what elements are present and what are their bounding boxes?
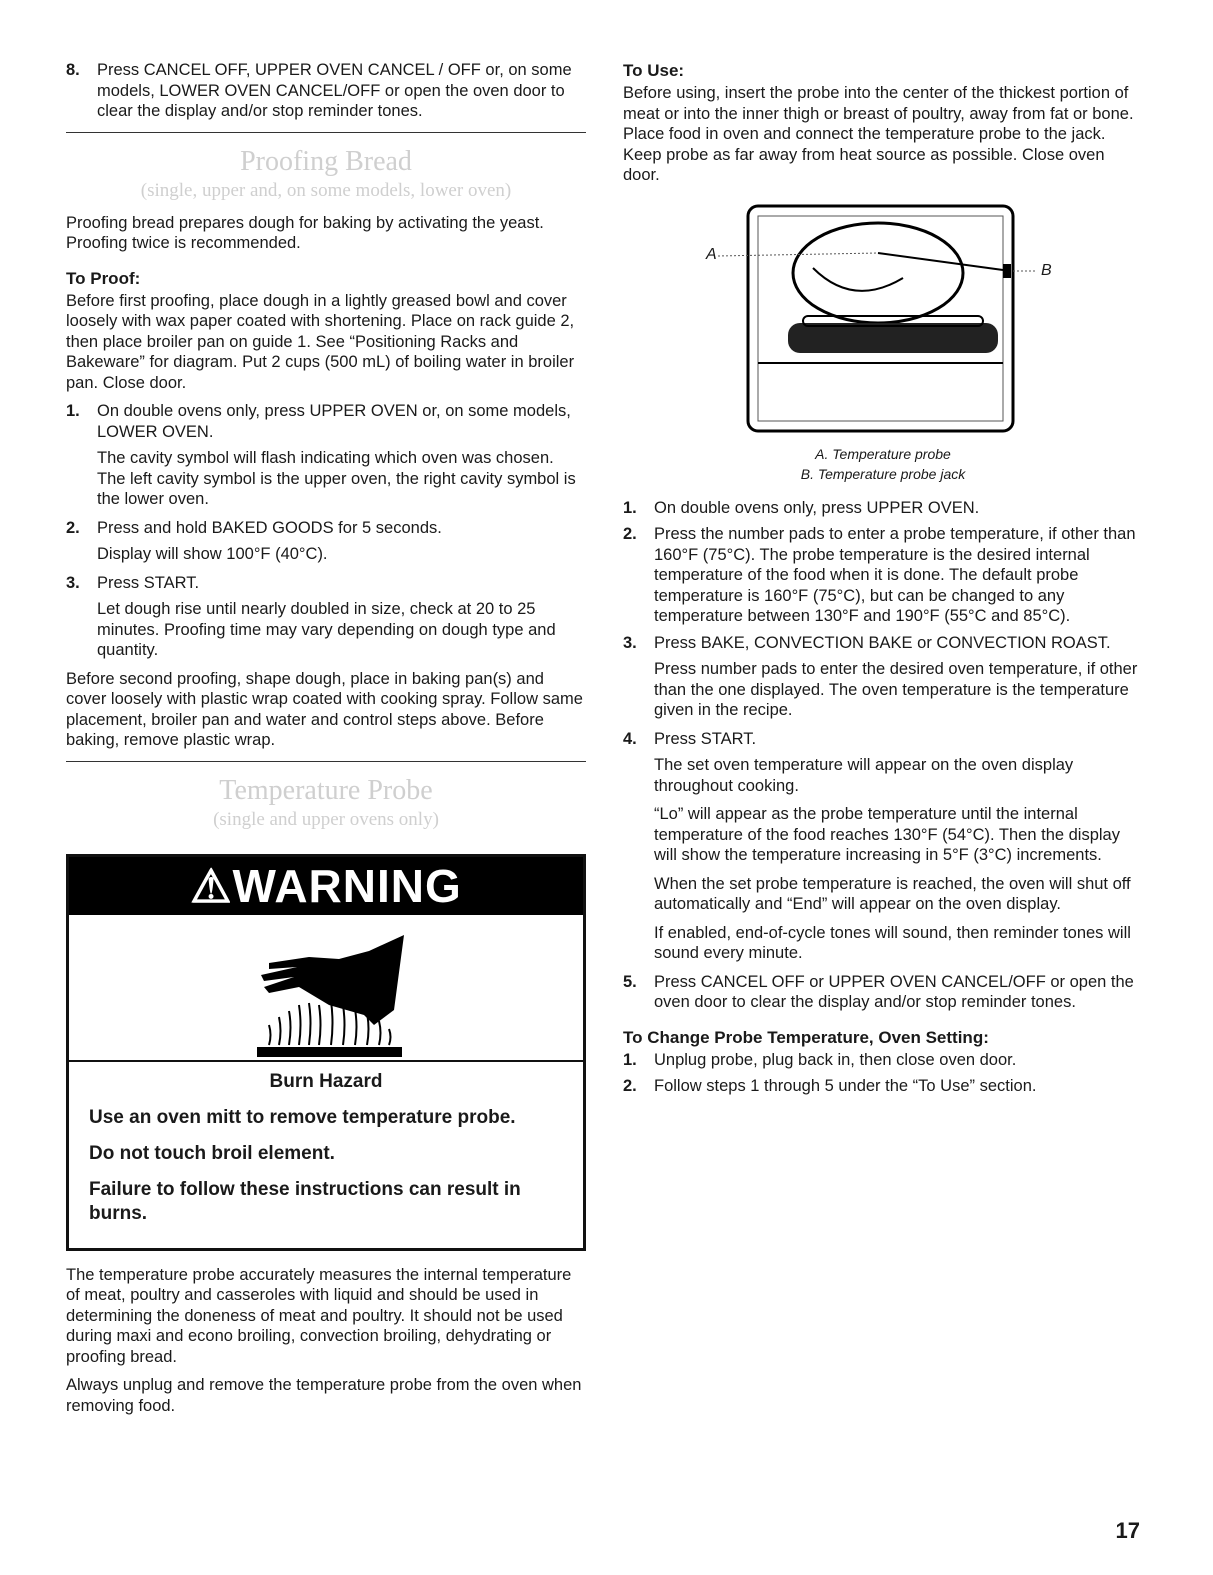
- step-number: 4.: [623, 729, 637, 748]
- step-number: 3.: [623, 633, 637, 652]
- use-step: [623, 524, 1143, 627]
- change-probe-heading: To Change Probe Temperature, Oven Setting:: [623, 1027, 989, 1047]
- section-subtitle: (single and upper ovens only): [213, 808, 439, 830]
- step-text: Press BAKE, CONVECTION BAKE or CONVECTION ROAST.: [654, 633, 1111, 652]
- probe-unplug-note: Always unplug and remove the temperature probe from the oven when removing food.: [66, 1376, 582, 1415]
- proofing-bread-heading: [66, 145, 586, 203]
- right-column: [623, 60, 1143, 1103]
- use-step: [623, 633, 1143, 654]
- step-number: 1.: [66, 402, 80, 420]
- step-text: Follow steps 1 through 5 under the “To Use” section.: [654, 1077, 1037, 1095]
- temperature-probe-heading: [66, 774, 586, 832]
- step-number: 2.: [623, 1077, 637, 1095]
- warning-line: Use an oven mitt to remove temperature probe.: [89, 1106, 516, 1128]
- proof-step: [66, 401, 586, 442]
- page-number: 17: [1115, 1518, 1140, 1543]
- step-number: 1.: [623, 498, 637, 517]
- warning-line: Failure to follow these instructions can result in burns.: [89, 1178, 521, 1224]
- step-number: 8.: [66, 61, 80, 79]
- step-number: 5.: [623, 972, 637, 991]
- warning-label: WARNING: [232, 859, 462, 912]
- step-text: Unplug probe, plug back in, then close oven door.: [654, 1050, 1017, 1069]
- step-detail: If enabled, end-of-cycle tones will sound, then reminder tones will sound every minute.: [654, 923, 1131, 962]
- step-detail: “Lo” will appear as the probe temperature until the internal temperature of the food reaches 130°F (54°C). Then the display will show the temperature increasing in 5°F (3°C) increments.: [654, 805, 1120, 864]
- step-number: 1.: [623, 1050, 637, 1069]
- step-text: Press and hold BAKED GOODS for 5 seconds.: [97, 518, 442, 537]
- step-detail: When the set probe temperature is reached, the oven will shut off automatically and “End” will appear on the oven display.: [654, 874, 1131, 913]
- oven-diagram-graphic: [623, 198, 1143, 438]
- section-title: Temperature Probe: [219, 774, 433, 806]
- hand-heat-icon: [69, 915, 583, 1060]
- warning-banner: [69, 857, 583, 915]
- step-detail: Let dough rise until nearly doubled in size, check at 20 to 25 minutes. Proofing time may vary depending on dough type and quantity.: [97, 600, 556, 659]
- proof-step: [66, 518, 586, 539]
- step-text: Press START.: [654, 729, 757, 748]
- left-column: [66, 60, 586, 1424]
- to-use-heading: To Use:: [623, 61, 685, 80]
- to-proof-heading: To Proof:: [66, 268, 141, 288]
- to-use-intro: Before using, insert the probe into the center of the thickest portion of meat or into the inner thigh or breast of poultry, away from fat or bone. Place food in oven and connect the temperature probe to the jack. Keep probe as far away from heat source as possible. Close oven door.: [623, 84, 1134, 184]
- change-step: [623, 1076, 1143, 1097]
- caption-a: A. Temperature probe: [815, 445, 951, 462]
- use-step: [623, 498, 1143, 519]
- step-text: On double ovens only, press UPPER OVEN.: [654, 498, 980, 517]
- to-proof-intro: Before first proofing, place dough in a lightly greased bowl and cover loosely with wax paper coated with shortening. Place on rack guide 2, then place broiler pan on guide 1. See “Positioning Racks and Bakeware” for diagram. Put 2 cups (500 mL) of boiling water in broiler pan. Close door.: [66, 291, 575, 392]
- step-text: Press the number pads to enter a probe temperature, if other than 160°F (75°C). The probe temperature is the desired internal temperature of the food when it is done. The default probe temperature is 160°F (75°C), but can be changed to any temperature between 130°F and 190°F (55°C and 85°C).: [654, 525, 1136, 625]
- divider: [66, 132, 586, 133]
- step-detail: Press number pads to enter the desired oven temperature, if other than the one displayed. The oven temperature is the temperature given in the recipe.: [654, 660, 1138, 719]
- use-step: [623, 729, 1143, 750]
- step-detail: The cavity symbol will flash indicating which oven was chosen. The left cavity symbol is the upper oven, the right cavity symbol is the lower oven.: [97, 449, 576, 508]
- section-title: Proofing Bread: [240, 145, 412, 177]
- step-text: Press CANCEL OFF, UPPER OVEN CANCEL / OFF or, on some models, LOWER OVEN CANCEL/OFF or open the oven door to clear the display and/or stop reminder tones.: [97, 61, 572, 120]
- step-text: Press START.: [97, 573, 200, 592]
- step-number: 2.: [623, 525, 637, 543]
- step-number: 3.: [66, 573, 80, 592]
- oven-probe-diagram: [623, 198, 1143, 438]
- step-8: [66, 60, 586, 122]
- step-detail: The set oven temperature will appear on the oven display throughout cooking.: [654, 756, 1074, 795]
- warning-text: [69, 1062, 583, 1248]
- burn-hazard-illustration: [69, 915, 583, 1062]
- step-number: 2.: [66, 518, 80, 537]
- diagram-caption: [623, 444, 1143, 484]
- step-text: On double ovens only, press UPPER OVEN or, on some models, LOWER OVEN.: [97, 402, 571, 441]
- caption-b: B. Temperature probe jack: [800, 465, 966, 482]
- warning-line: Do not touch broil element.: [89, 1142, 335, 1164]
- hazard-title: Burn Hazard: [269, 1070, 383, 1092]
- change-step: [623, 1050, 1143, 1071]
- use-step: [623, 972, 1143, 1013]
- divider: [66, 761, 586, 762]
- warning-box: [66, 854, 586, 1251]
- proof-intro: Proofing bread prepares dough for baking by activating the yeast. Proofing twice is recommended.: [66, 213, 544, 252]
- warning-triangle-icon: ⚠: [190, 859, 233, 912]
- probe-description: The temperature probe accurately measures the internal temperature of meat, poultry and casseroles with liquid and should be used in determining the doneness of meat and poultry. It should not be used during maxi and econo broiling, convection broiling, dehydrating or proofing bread.: [66, 1265, 572, 1366]
- step-detail: Display will show 100°F (40°C).: [97, 545, 328, 563]
- label-a: A: [706, 245, 717, 263]
- label-b: B: [1041, 261, 1052, 279]
- proof-step: [66, 573, 586, 594]
- second-proof-text: Before second proofing, shape dough, place in baking pan(s) and cover loosely with plastic wrap coated with cooking spray. Follow same placement, broiler pan and water and control steps above. Before baking, remove plastic wrap.: [66, 669, 583, 749]
- step-text: Press CANCEL OFF or UPPER OVEN CANCEL/OFF or open the oven door to clear the display and/or stop reminder tones.: [654, 972, 1134, 1011]
- section-subtitle: (single, upper and, on some models, lower oven): [140, 179, 512, 201]
